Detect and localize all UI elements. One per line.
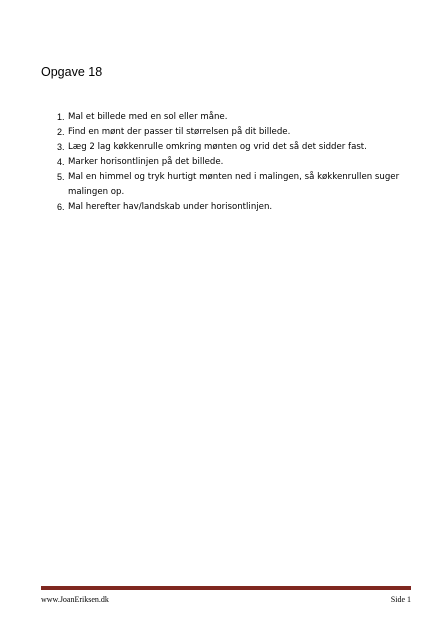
- footer-page-number: Side 1: [390, 595, 411, 604]
- list-item-text: Marker horisontlinjen på det billede.: [68, 157, 224, 167]
- list-item-number: 5.: [57, 172, 65, 182]
- footer-website: www.JoanEriksen.dk: [41, 595, 109, 604]
- list-item-number: 4.: [57, 157, 65, 167]
- list-item: [41, 155, 411, 170]
- list-item: [41, 140, 411, 155]
- list-item-text: Læg 2 lag køkkenrulle omkring mønten og vrid det så det sidder fast.: [68, 142, 367, 152]
- page-title: Opgave 18: [41, 65, 103, 79]
- list-item-text: Mal en himmel og tryk hurtigt mønten ned i malingen, så køkkenrullen suger malingen op.: [68, 172, 400, 197]
- list-item-number: 1.: [57, 112, 65, 122]
- list-item: [41, 110, 411, 125]
- list-item-number: 3.: [57, 142, 65, 152]
- list-item-text: Mal herefter hav/landskab under horisontlinjen.: [68, 202, 273, 212]
- instruction-list: [41, 110, 411, 215]
- footer-divider: [41, 586, 411, 590]
- list-item-text: Find en mønt der passer til størrelsen på dit billede.: [68, 127, 291, 137]
- list-item: [41, 200, 411, 215]
- list-item-text: Mal et billede med en sol eller måne.: [68, 112, 228, 122]
- list-item-number: 6.: [57, 202, 65, 212]
- list-item: [41, 125, 411, 140]
- list-item: [41, 170, 411, 200]
- list-item-number: 2.: [57, 127, 65, 137]
